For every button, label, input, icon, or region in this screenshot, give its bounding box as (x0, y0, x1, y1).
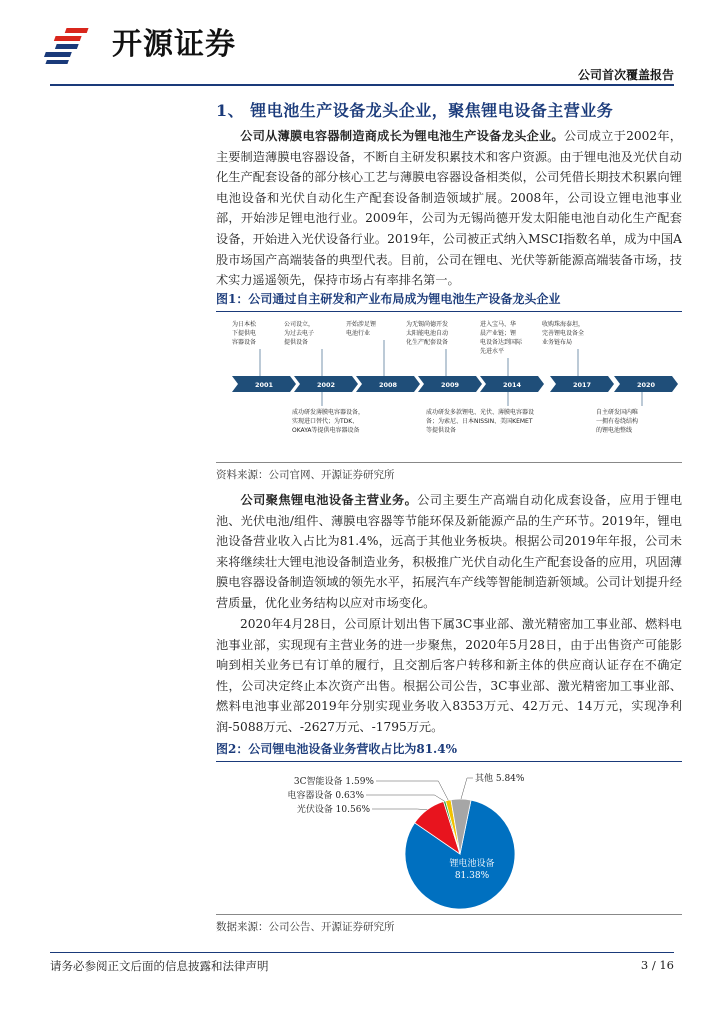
brand-name: 开源证券 (112, 27, 236, 62)
timeline-note-line: 开始涉足锂 (346, 321, 377, 328)
pie-value-label: 81.38% (454, 871, 490, 881)
figure2-source: 数据来源：公司公告、开源证券研究所 (216, 921, 395, 933)
timeline-year: 2017 (572, 381, 592, 389)
timeline-year: 2020 (636, 381, 656, 389)
figure2-source-divider (216, 914, 682, 915)
page-number: 3 / 16 (640, 958, 674, 972)
timeline-note-line: 为过去电子 (284, 330, 315, 337)
timeline-note-line: 自主研发国内唯 (596, 409, 639, 416)
timeline-top-note (480, 320, 523, 376)
timeline-bottom-note (596, 392, 642, 434)
paragraph-body: 2020年4月28日，公司原计划出售下属3C事业部、激光精密加工事业部、燃料电池事业部，实现现有主营业务的进一步聚焦，2020年5月28日，由于出售资产可能影响到相关业务已有订单的履行，且交割后客户转移和新主体的供应商认证存在不确定性，公司决定终止本次资产出售。根据公司公告，3C事业部、激光精密加工事业部、燃料电池事业部2019年分别实现业务收入8353万元、42万元、14万元，实现净利润-5088万元、-2627万元、-1795万元。 (216, 617, 682, 734)
footer-disclaimer: 请务必参阅正文后面的信息披露和法律声明 (50, 959, 269, 973)
timeline-year: 2014 (502, 381, 522, 389)
pie-leader-line (372, 809, 427, 810)
company-timeline (222, 318, 672, 448)
footer-divider (50, 952, 674, 953)
timeline-top-note (284, 320, 322, 376)
figure1-source-divider (216, 462, 682, 463)
timeline-bottom-note (426, 392, 534, 434)
timeline-year: 2002 (316, 381, 336, 389)
timeline-note-line: OKAYA等提供电容器设备 (292, 427, 360, 434)
header-divider (50, 84, 674, 86)
timeline-note-line: 提供设备 (284, 339, 309, 346)
timeline-top-note (542, 320, 584, 376)
timeline-note-line: 化生产配套设备 (406, 339, 449, 346)
timeline-year: 2008 (378, 381, 398, 389)
timeline-note-line: 成功研发薄膜电容器设备， (292, 409, 365, 416)
timeline-note-line: 为无锡尚德开发 (406, 321, 449, 328)
paragraph-body: 公司主要生产高端自动化成套设备，应用于锂电池、光伏电池/组件、薄膜电容器等节能环保及新能源产品的生产环节。2019年，锂电池设备营业收入占比为81.4%，远高于其他业务板块。根据公司2019年年报，公司未来将继续壮大锂电池设备制造业务，积极推广光伏自动化生产配套设备的应用，巩固薄膜电容器设备制造领域的领先水平，拓展汽车产线等智能制造新领域。公司计划提升经营质量，优化业务结构以应对市场变化。 (216, 493, 683, 610)
pie-label: 3C智能设备 1.59% (293, 777, 374, 787)
timeline-note-line: 容器设备 (232, 339, 257, 346)
paragraph-lead: 公司聚焦锂电池设备主营业务。 (240, 493, 418, 507)
timeline-note-line: 等提供设备 (426, 427, 457, 434)
timeline-note-line: 收购珠海泰坦， (542, 321, 585, 328)
timeline-note-line: 晨产业链；锂 (480, 330, 517, 337)
section-title: 1、 锂电池生产设备龙头企业，聚焦锂电设备主营业务 (216, 101, 614, 120)
pie-leader-line (376, 781, 448, 800)
paragraph-main-business (216, 490, 682, 614)
timeline-note-line: 太阳能电池自动 (406, 330, 449, 337)
timeline-top-note (346, 320, 384, 376)
timeline-note-line: 进入宝马、华 (480, 321, 517, 328)
paragraph-company-history (216, 126, 682, 291)
pie-leader-line (366, 795, 445, 801)
paragraph-asset-sale (216, 614, 682, 738)
timeline-note-line: 完善锂电设备全 (542, 330, 585, 337)
pie-label: 其他 5.84% (475, 774, 525, 784)
timeline-note-line: 实现进口替代；为TDK、 (292, 418, 359, 425)
pie-leader-line (461, 778, 473, 799)
pie-label: 光伏设备 10.56% (296, 805, 370, 815)
timeline-note-line: 一拥有卷绕结构 (596, 418, 639, 425)
timeline-note-line: 电池行业 (346, 330, 371, 337)
timeline-note-line: 先进水平 (480, 348, 505, 355)
pie-label: 电容器设备 0.63% (287, 791, 364, 801)
figure1-title: 图1：公司通过自主研发和产业布局成为锂电池生产设备龙头企业 (216, 290, 682, 312)
figure2-title: 图2：公司锂电池设备业务营收占比为81.4% (216, 740, 682, 762)
paragraph-body: 公司成立于2002年，主要制造薄膜电容器设备，不断自主研发积累技术和客户资源。由于锂电池及光伏自动化生产配套设备的部分核心工艺与薄膜电容器设备相类似，公司凭借长期技术积累向锂电池设备和光伏自动化生产配套设备制造领域扩展。2008年，公司设立锂电池事业部，开始涉足锂电池行业。2009年，公司为无锡尚德开发太阳能电池自动化生产配套设备，开始进入光伏设备行业。2019年，公司被正式纳入MSCI指数名单，成为中国A股市场国产高端装备的典型代表。目前，公司在锂电、光伏等新能源高端装备市场，技术实力遥遥领先，保持市场占有率排名第一。 (216, 129, 682, 288)
revenue-pie-chart (287, 764, 600, 904)
timeline-note-line: 备；为索尼、日本NISSIN、美国KEMET (426, 418, 533, 425)
timeline-year: 2001 (254, 381, 274, 389)
report-type: 公司首次覆盖报告 (577, 68, 674, 82)
pie-label: 锂电池设备 (449, 859, 495, 869)
timeline-note-line: 的锂电池整线 (596, 427, 633, 434)
timeline-note-line: 公司设立， (284, 321, 315, 328)
timeline-note-line: 成功研发多款锂电、光伏、薄膜电容器设 (426, 409, 535, 416)
timeline-year: 2009 (440, 381, 460, 389)
paragraph-lead: 公司从薄膜电容器制造商成长为锂电池生产设备龙头企业。 (240, 129, 564, 143)
timeline-top-note (406, 320, 448, 376)
figure1-source: 资料来源：公司官网、开源证券研究所 (216, 469, 395, 481)
brand-logo-icon (50, 24, 112, 66)
timeline-note-line: 为日本松 (232, 321, 257, 328)
timeline-bottom-note (292, 392, 364, 434)
timeline-note-line: 下提供电 (232, 330, 257, 337)
timeline-note-line: 业务链布局 (542, 339, 573, 346)
timeline-note-line: 电设备达到国际 (480, 339, 523, 346)
timeline-top-note (232, 320, 260, 376)
